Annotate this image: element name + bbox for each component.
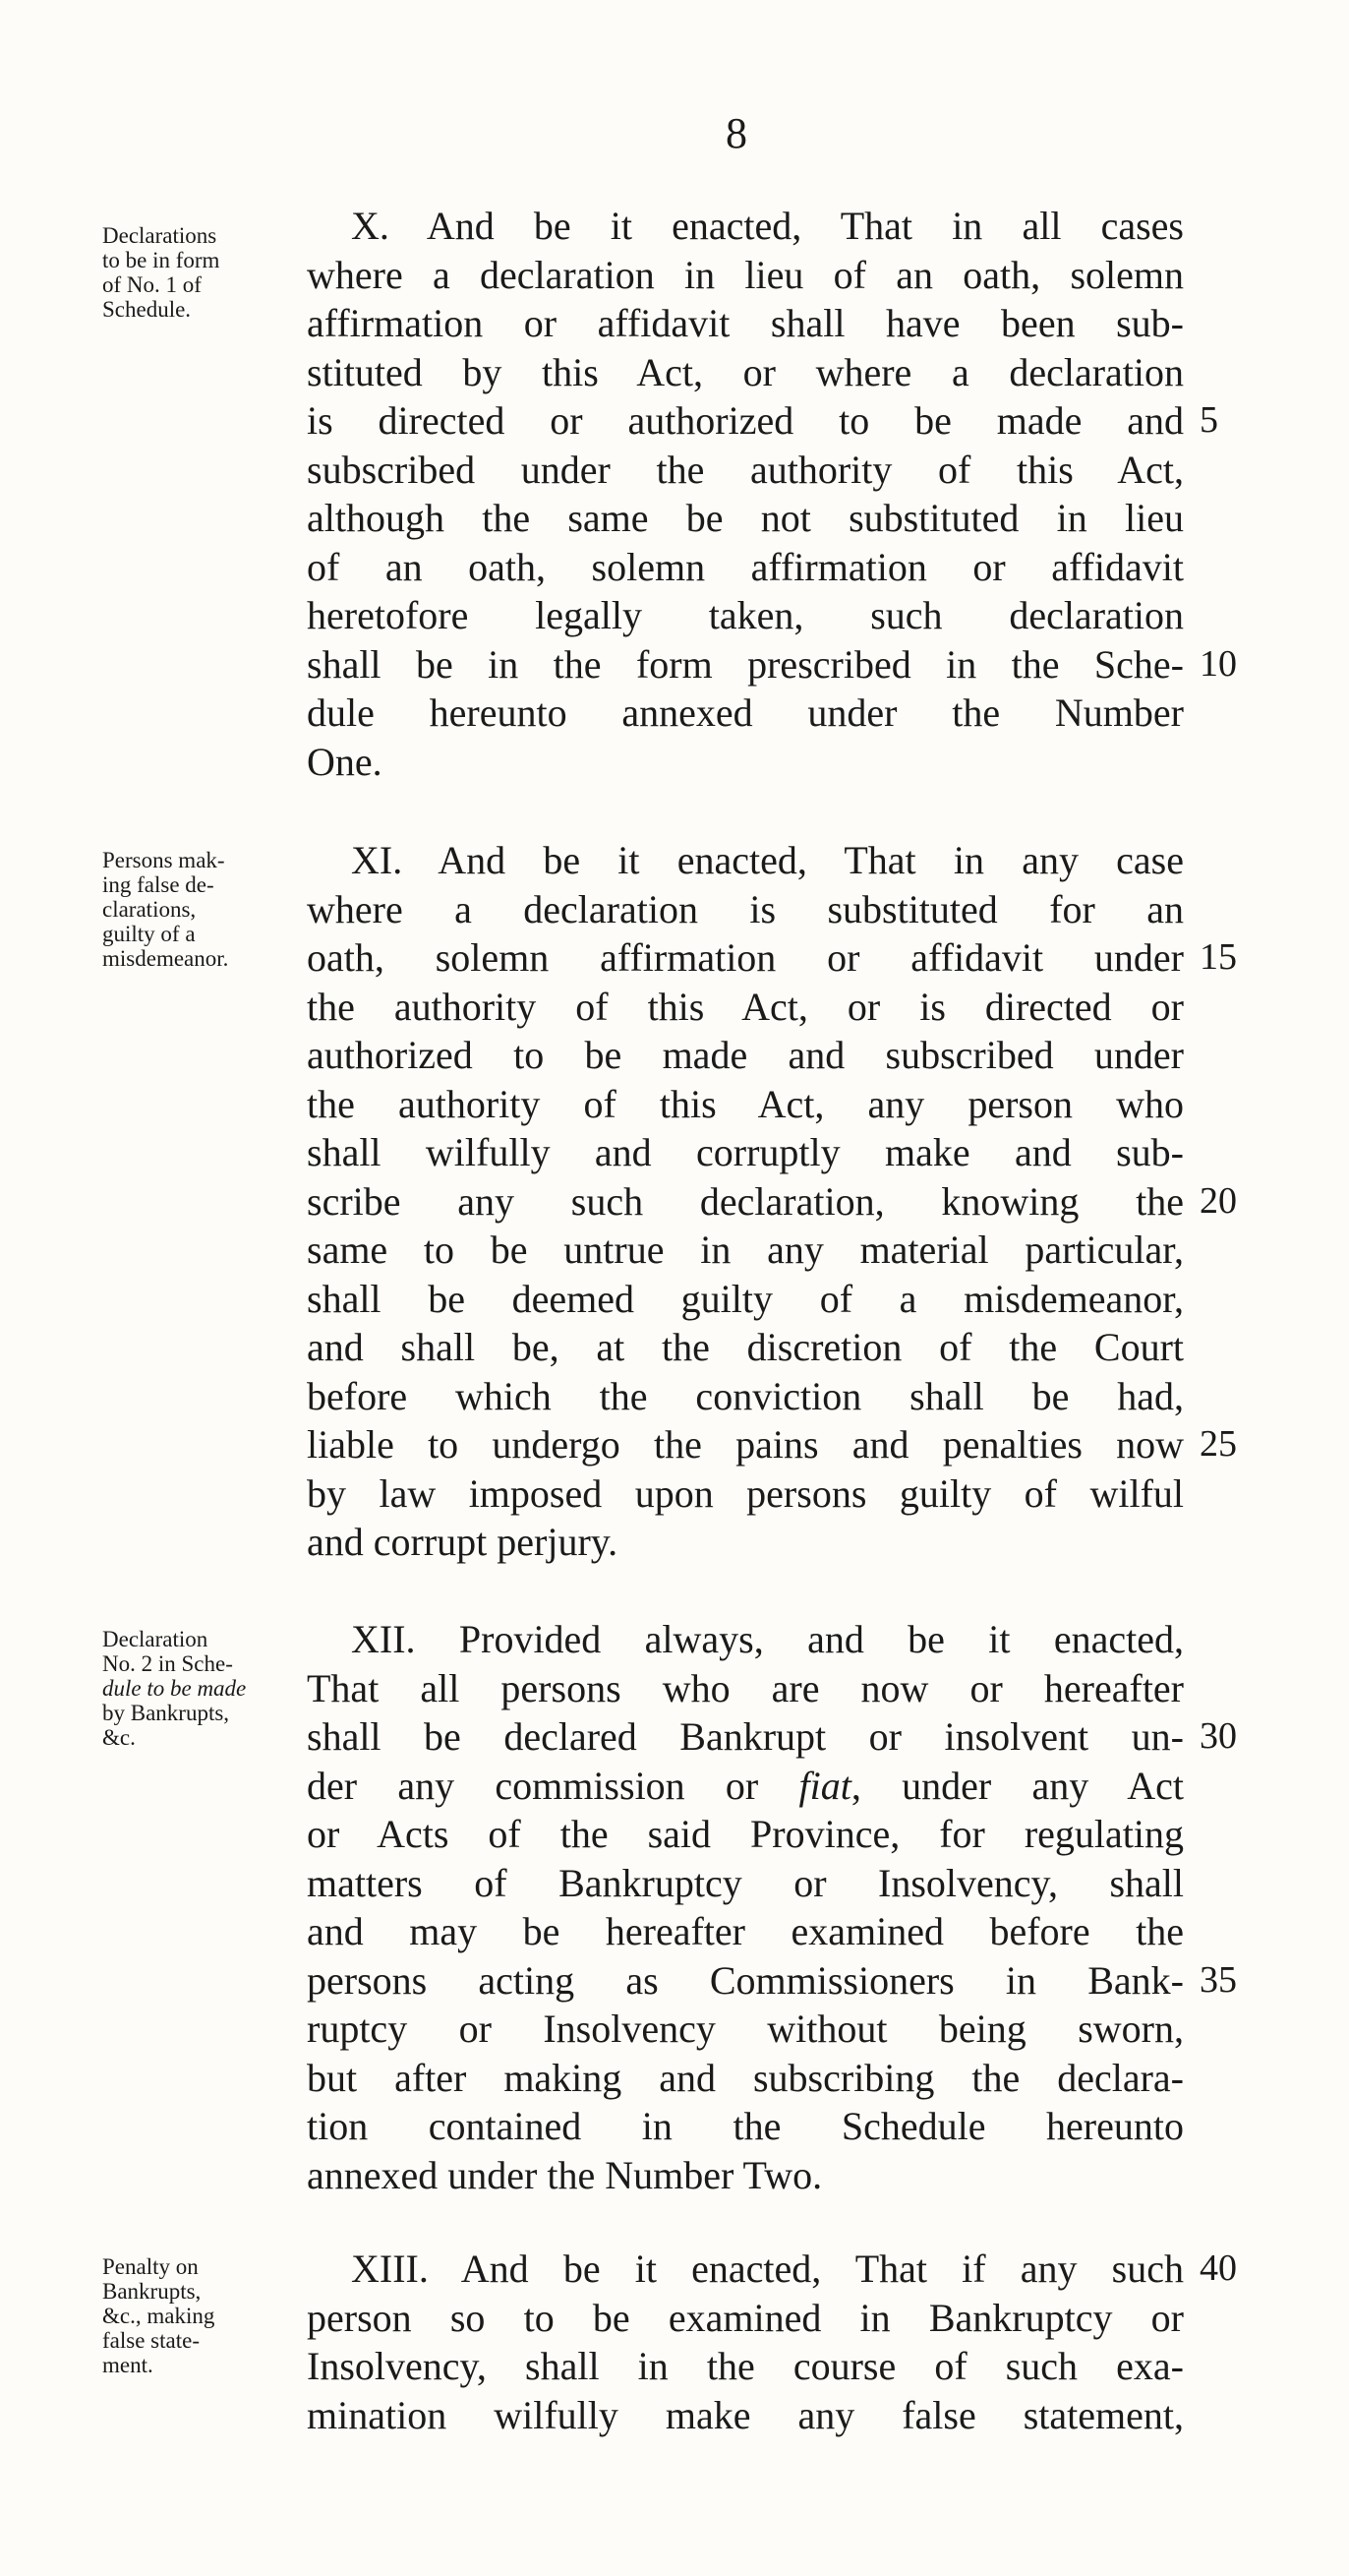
text-line: where a declaration is substituted for an <box>307 886 1184 931</box>
text-line: authorized to be made and subscribed under <box>307 1033 1184 1077</box>
text-line: before which the conviction shall be had, <box>307 1373 1184 1418</box>
text-line: or Acts of the said Province, for regulating <box>307 1812 1184 1856</box>
section-text <box>307 2245 1184 2439</box>
section-text <box>307 1615 1184 2199</box>
text-line: matters of Bankruptcy or Insolvency, shall <box>307 1860 1184 1905</box>
sidenote-line: ing false de- <box>102 872 214 897</box>
sidenote-line: Schedule. <box>102 297 192 322</box>
text-line: shall be in the form prescribed in the Sche- <box>307 641 1184 687</box>
text-line: shall be declared Bankrupt or insolvent un- <box>307 1714 1184 1759</box>
text-line: and corrupt perjury. <box>307 1520 618 1564</box>
text-line: person so to be examined in Bankruptcy or <box>307 2295 1184 2340</box>
text-line: That all persons who are now or hereafter <box>307 1665 1184 1710</box>
text-line: stituted by this Act, or where a declaration <box>307 349 1184 394</box>
text-line: of an oath, solemn affirmation or affidavit <box>307 544 1184 589</box>
section-text <box>307 202 1184 786</box>
text-line: XI. And be it enacted, That in any case <box>351 838 1184 882</box>
text-line: but after making and subscribing the declara- <box>307 2055 1184 2100</box>
text-line: shall be deemed guilty of a misdemeanor, <box>307 1276 1184 1321</box>
text-line: subscribed under the authority of this Act, <box>307 447 1184 492</box>
sidenote-line: by Bankrupts, <box>102 1701 230 1725</box>
page-number: 8 <box>726 109 747 157</box>
sidenote-line: No. 2 in Sche- <box>102 1651 233 1676</box>
sidenote <box>102 2254 309 2377</box>
text-line: scribe any such declaration, knowing the <box>307 1178 1184 1224</box>
text-line: One. <box>307 739 382 784</box>
text-line: affirmation or affidavit shall have been sub- <box>307 301 1184 345</box>
sidenote-line: clarations, <box>102 897 197 922</box>
text-line: oath, solemn affirmation or affidavit under <box>307 935 1184 980</box>
text-line: Insolvency, shall in the course of such exa- <box>307 2344 1184 2388</box>
text-line: and shall be, at the discretion of the Court <box>307 1325 1184 1369</box>
sidenote-line: dule to be made <box>102 1676 247 1701</box>
line-number: 40 <box>1200 2247 1237 2289</box>
sidenote-line: false state- <box>102 2328 200 2353</box>
text-line: same to be untrue in any material particular, <box>307 1228 1184 1272</box>
line-number: 15 <box>1200 936 1237 978</box>
text-line: der any commission or fiat, under any Act <box>307 1763 1184 1808</box>
sidenote-line: Declaration <box>102 1627 208 1651</box>
sidenote <box>102 223 309 322</box>
section-text <box>307 836 1184 1567</box>
sidenote-line: Bankrupts, <box>102 2279 202 2304</box>
text-line: heretofore legally taken, such declaration <box>307 593 1184 637</box>
text-line: X. And be it enacted, That in all cases <box>351 204 1184 248</box>
line-number: 5 <box>1200 399 1218 441</box>
text-line: persons acting as Commissioners in Bank- <box>307 1957 1184 2003</box>
sidenote-line: ment. <box>102 2353 153 2377</box>
text-line: the authority of this Act, any person who <box>307 1081 1184 1126</box>
text-line: XII. Provided always, and be it enacted, <box>351 1617 1184 1661</box>
text-line: tion contained in the Schedule hereunto <box>307 2104 1184 2148</box>
text-line: by law imposed upon persons guilty of wilful <box>307 1470 1184 1516</box>
line-number: 25 <box>1200 1423 1237 1465</box>
sidenote-line: to be in form <box>102 248 220 272</box>
text-line: dule hereunto annexed under the Number <box>307 690 1184 735</box>
line-number: 10 <box>1200 642 1237 685</box>
line-number: 30 <box>1200 1715 1237 1757</box>
sidenote <box>102 848 309 971</box>
sidenote-line: &c. <box>102 1725 136 1750</box>
sidenote-line: &c., making <box>102 2304 215 2328</box>
text-line: where a declaration in lieu of an oath, solemn <box>307 252 1184 297</box>
sidenote-line: Declarations <box>102 223 217 248</box>
text-line: mination wilfully make any false statement, <box>307 2392 1184 2437</box>
line-number: 35 <box>1200 1958 1237 2001</box>
text-line: the authority of this Act, or is directed or <box>307 984 1184 1029</box>
text-line: ruptcy or Insolvency without being sworn, <box>307 2007 1184 2051</box>
text-line: annexed under the Number Two. <box>307 2152 823 2197</box>
sidenote <box>102 1627 309 1750</box>
text-line: although the same be not substituted in lieu <box>307 496 1184 540</box>
sidenote-line: of No. 1 of <box>102 272 202 297</box>
text-line: liable to undergo the pains and penalties now <box>307 1422 1184 1467</box>
sidenote-line: guilty of a <box>102 922 196 946</box>
line-number: 20 <box>1200 1179 1237 1222</box>
text-line: XIII. And be it enacted, That if any such <box>351 2247 1184 2291</box>
sidenote-line: Persons mak- <box>102 848 225 872</box>
text-line: is directed or authorized to be made and <box>307 398 1184 443</box>
text-line: and may be hereafter examined before the <box>307 1909 1184 1953</box>
sidenote-line: Penalty on <box>102 2254 199 2279</box>
text-line: shall wilfully and corruptly make and sub- <box>307 1130 1184 1174</box>
sidenote-line: misdemeanor. <box>102 946 229 971</box>
italic-term: fiat <box>798 1763 851 1808</box>
